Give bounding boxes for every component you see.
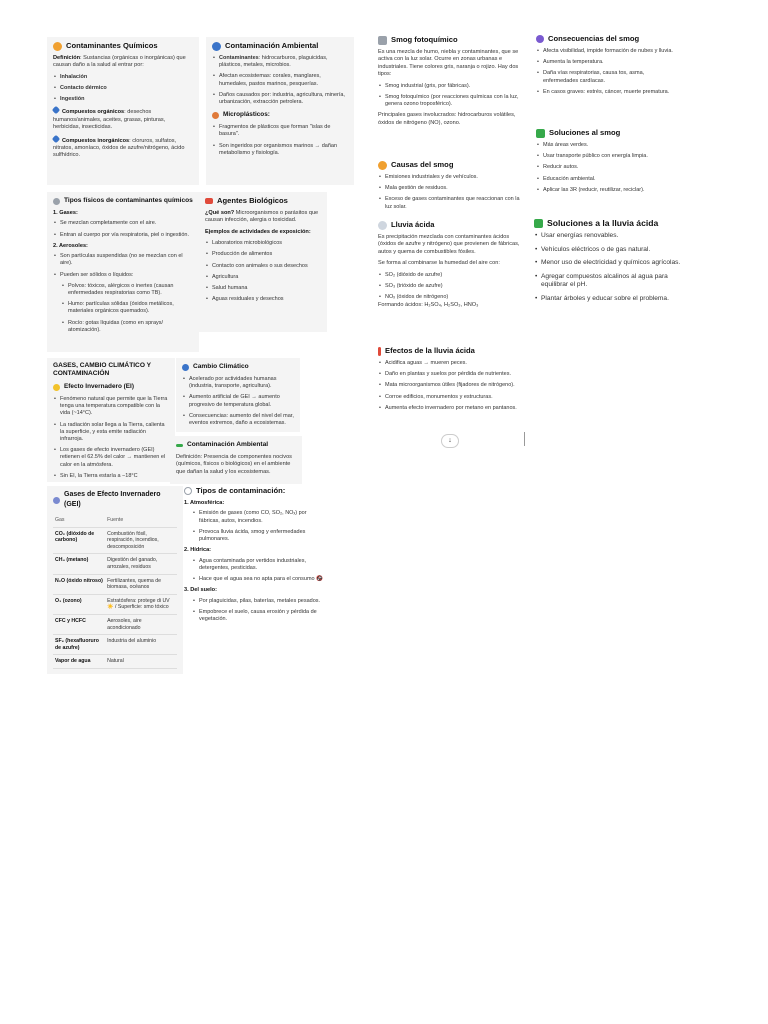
fis-aer-subitem: • Humo: partículas sólidas (óxidos metálicos, materiales orgánicos quemados). — [61, 301, 193, 315]
amb-item: • Afectan ecosistemas: corales, manglares, humedales, pastos marinos, pesquerías. — [212, 73, 348, 87]
fis-heading: Tipos físicos de contaminantes químicos — [53, 196, 193, 206]
clima-heading: Cambio Climático — [182, 362, 294, 372]
micro-item: • Fragmentos de plásticos que forman "islas de basura". — [212, 124, 348, 138]
section-photochemical-smog — [378, 35, 526, 145]
tipos-atm-item: • Provoca lluvia ácida, smog y enfermedades pulmonares. — [192, 529, 324, 543]
sol-smog-item: • Aplicar las 3R (reducir, reutilizar, reciclar). — [536, 187, 676, 194]
table-row — [53, 527, 177, 554]
gei-heading: Gases de Efecto Invernadero (GEI) — [53, 490, 177, 510]
tipos-hid-list — [184, 558, 324, 584]
efectos-heading: Efectos de la lluvia ácida — [378, 346, 526, 356]
orange-circle-icon — [53, 42, 62, 51]
scroll-down-button[interactable]: ↓ — [441, 434, 459, 448]
lluvia-forma: Se forma al combinarse la humedad del aire con: — [378, 260, 500, 267]
fis-aer-item: • Pueden ser sólidos o líquidos: — [53, 272, 193, 279]
sol-smog-item: • Más áreas verdes. — [536, 142, 676, 149]
bio-item: • Salud humana — [205, 285, 321, 292]
amb-item: • Daños causados por: industria, agricultura, minería, urbanización, extracción petrolera. — [212, 92, 348, 106]
cons-list — [536, 48, 676, 96]
check-icon — [536, 129, 545, 138]
section-pollution-types — [184, 486, 324, 662]
tipos-atm-label: 1. Atmosférica: — [184, 500, 225, 506]
bio-item: • Aguas residuales y desechos — [205, 296, 321, 303]
amb2-heading: Contaminación Ambiental — [176, 440, 296, 450]
efectos-item: • Aumenta efecto invernadero por metano en pantanos. — [378, 405, 526, 412]
causas-item: • Exceso de gases contaminantes que reaccionan con la luz solar. — [378, 196, 526, 210]
table-row — [53, 554, 177, 574]
chem-inorganic: Compuestos inorgánicos: cloruros, sulfatos, nitratos, amoníaco, óxidos de azufre/nitrógeno, ácido sulfhídrico. — [53, 136, 193, 160]
chem-way: • Ingestión — [53, 96, 193, 103]
sun-icon — [53, 384, 60, 391]
smog-intro: Es una mezcla de humo, niebla y contaminantes, que se activa con la luz solar. Ocurre en zonas urbanas e industriales. Tiene colores gris, naranja o rojizo. Hay dos tipos: — [378, 49, 519, 78]
section-acid-rain-solutions — [534, 218, 684, 324]
source-cell: Combustión fósil, respiración, incendios, descomposición — [105, 527, 177, 554]
sol-lluvia-item: • Vehículos eléctricos o de gas natural. — [534, 246, 684, 255]
lluvia-item: • SO₂ (dióxido de azufre) — [378, 272, 526, 279]
newspaper-icon — [378, 36, 387, 45]
efectos-item: • Mata microorganismos útiles (fijadores de nitrógeno). — [378, 382, 526, 389]
sol-smog-item: • Usar transporte público con energía limpia. — [536, 153, 676, 160]
tipos-suelo-label: 3. Del suelo: — [184, 587, 217, 594]
blue-diamond-icon — [52, 106, 60, 114]
tipos-hid-item: • Agua contaminada por vertidos industriales, detergentes, pesticidas. — [192, 558, 324, 572]
col-gas: Gas — [53, 514, 105, 527]
flask-icon — [53, 198, 60, 205]
section-acid-rain-effects — [378, 346, 526, 442]
smog-type: • Smog fotoquímico (por reacciones químicas con la luz, genera ozono troposférico). — [378, 94, 526, 108]
sol-lluvia-item: • Usar energías renovables. — [534, 232, 684, 241]
sol-smog-item: • Educación ambiental. — [536, 176, 676, 183]
smog-gases: Principales gases involucrados: hidrocarburos volátiles, óxidos de nitrógeno (NO), ozono. — [378, 112, 516, 126]
blue-diamond-icon — [52, 134, 60, 142]
table-row — [53, 594, 177, 614]
amb-heading: Contaminación Ambiental — [212, 41, 348, 51]
chem-way: • Contacto dérmico — [53, 85, 193, 92]
sol-lluvia-item: • Menor uso de electricidad y químicos agrícolas. — [534, 259, 684, 268]
table-header-row — [53, 514, 177, 527]
atom-icon — [53, 497, 60, 504]
efectos-item: • Daño en plantas y suelos por pérdida de nutrientes. — [378, 371, 526, 378]
fis-gas-item: • Se mezclan completamente con el aire. — [53, 220, 193, 227]
bio-item: • Producción de alimentos — [205, 251, 321, 258]
microscope-icon — [212, 112, 219, 119]
sol-lluvia-heading: Soluciones a la lluvia ácida — [534, 218, 684, 228]
tipos-atm-list — [184, 510, 324, 543]
chem-way: • Inhalación — [53, 74, 193, 81]
bio-list — [205, 240, 321, 303]
chem-definition: Definición: Sustancias (orgánicas o inorgánicas) que causan daño a la salud al entrar por: — [53, 55, 186, 69]
cons-item: • En casos graves: estrés, cáncer, muerte prematura. — [536, 89, 676, 96]
ei-item: • Los gases de efecto invernadero (GEI) retienen el 62.5% del calor → mantienen el calor en la atmósfera. — [53, 447, 169, 469]
source-cell: Industria del aluminio — [105, 635, 177, 655]
fis-gas-item: • Entran al cuerpo por vía respiratoria, piel o ingestión. — [53, 232, 193, 239]
card-ghg-table — [47, 486, 183, 674]
ei-item: • Fenómeno natural que permite que la Tierra tenga una temperatura compatible con la vida (~14°C). — [53, 396, 169, 418]
chem-ways — [53, 74, 193, 104]
card-chemical-contaminants — [47, 37, 199, 185]
fis-aer-subitem: • Rocío: gotas líquidas (como en sprays/ atomización). — [61, 320, 193, 334]
brush-icon — [176, 444, 183, 447]
amb-list — [212, 55, 348, 106]
tipos-hid-label: 2. Hídrica: — [184, 547, 212, 554]
causas-heading: Causas del smog — [378, 160, 526, 170]
clima-list — [182, 376, 294, 427]
bio-item: • Agricultura — [205, 274, 321, 281]
ei-list — [53, 396, 169, 480]
causas-item: • Mala gestión de residuos. — [378, 185, 526, 192]
fire-icon — [378, 161, 387, 170]
causas-item: • Emisiones industriales y de vehículos. — [378, 174, 526, 181]
smog-types — [378, 83, 526, 109]
lluvia-heading: Lluvia ácida — [378, 220, 526, 230]
source-cell: Estratósfera: protege di UV ☀️ / Superficie: smo tóxico — [105, 594, 177, 614]
section-acid-rain — [378, 220, 526, 332]
gas-cell: CFC y HCFC — [53, 614, 105, 634]
cons-item: • Afecta visibilidad, impide formación de nubes y lluvia. — [536, 48, 676, 55]
table-row — [53, 655, 177, 669]
table-row — [53, 574, 177, 594]
globe-icon — [212, 42, 221, 51]
gases-title: GASES, CAMBIO CLIMÁTICO Y CONTAMINACIÓN — [53, 362, 151, 377]
bio-question: ¿Qué son? Microorganismos o parásitos que causan infección, alergia o toxicidad. — [205, 210, 319, 224]
sol-smog-heading: Soluciones al smog — [536, 128, 676, 138]
link-icon — [536, 35, 544, 43]
ei-heading: Efecto Invernadero (EI) — [53, 382, 169, 392]
source-cell: Digestión del ganado, arrozales, residuos — [105, 554, 177, 574]
sol-lluvia-item: • Plantar árboles y educar sobre el problema. — [534, 295, 684, 304]
smog-type: • Smog industrial (gris, por fábricas). — [378, 83, 526, 90]
lluvia-item: • SO₃ (trióxido de azufre) — [378, 283, 526, 290]
amb2-definition: Definición: Presencia de componentes nocivos (químicos, físicos o biológicos) en el ambiente que dañan la salud y los ecosistemas. — [176, 454, 292, 475]
fis-aer-item: • Son partículas suspendidas (no se mezclan con el aire). — [53, 253, 193, 267]
clima-item: • Consecuencias: aumento del nivel del mar, eventos extremos, daño a ecosistemas. — [182, 413, 294, 427]
card-greenhouse-effect — [47, 358, 175, 482]
causas-list — [378, 174, 526, 211]
lluvia-intro: Es precipitación mezclada con contaminantes ácidos (óxidos de azufre y nitrógeno) que provienen de fábricas, autos y quema de combustibles fósiles. — [378, 234, 520, 255]
col-source: Fuente — [105, 514, 177, 527]
tipos-suelo-item: • Empobrece el suelo, causa erosión y pérdida de vegetación. — [192, 609, 324, 623]
bio-examples-label: Ejemplos de actividades de exposición: — [205, 228, 311, 235]
gas-cell: CH₄ (metano) — [53, 554, 105, 574]
section-smog-solutions — [536, 128, 676, 208]
table-row — [53, 614, 177, 634]
fis-gas-list — [53, 220, 193, 238]
globe-icon — [182, 364, 189, 371]
gas-cell: Vapor de agua — [53, 655, 105, 669]
lluvia-acids: Formando ácidos: H₂SO₄, H₂SO₃, HNO₃ — [378, 302, 479, 309]
fis-aer-label: 2. Aerosoles: — [53, 242, 88, 249]
efectos-item: • Corroe edificios, monumentos y estructuras. — [378, 394, 526, 401]
cons-item: • Aumenta la temperatura. — [536, 59, 676, 66]
gas-cell: CO₂ (dióxido de carbono) — [53, 527, 105, 554]
biohazard-icon — [205, 198, 213, 204]
chem-organic: Compuestos orgánicos: desechos humanos/animales, aceites, grasas, pinturas, herbicidas, insecticidas. — [53, 107, 193, 131]
gei-table — [53, 514, 177, 669]
card-environmental-pollution — [206, 37, 354, 185]
bio-item: • Contacto con animales o sus desechos — [205, 263, 321, 270]
fis-aer-subitem: • Polvos: tóxicos, alérgicos o inertes (causan enfermedades respiratorias como TB). — [61, 283, 193, 297]
lluvia-list — [378, 272, 526, 302]
ei-item: • La radiación solar llega a la Tierra, calienta la superficie, y esta emite radiación infrarroja. — [53, 422, 169, 444]
bio-item: • Laboratorios microbiológicos — [205, 240, 321, 247]
sol-lluvia-item: • Agregar compuestos alcalinos al agua para equilibrar el pH. — [534, 273, 684, 290]
card-physical-types — [47, 192, 199, 352]
amb-item: • Contaminantes: hidrocarburos, plaguicidas, plásticos, metales, microbios. — [212, 55, 348, 69]
tipos-suelo-list — [184, 598, 324, 624]
cons-item: • Daña vías respiratorias, causa tos, asma, enfermedades cardíacas. — [536, 70, 676, 84]
card-environmental-definition — [170, 436, 302, 484]
bio-heading: Agentes Biológicos — [205, 196, 321, 206]
micro-list — [212, 124, 348, 157]
gas-cell: N₂O (óxido nitroso) — [53, 574, 105, 594]
gas-cell: SF₆ (hexafluoruro de azufre) — [53, 635, 105, 655]
table-row — [53, 635, 177, 655]
fis-aer-list — [53, 253, 193, 334]
efectos-list — [378, 360, 526, 412]
sol-smog-list — [536, 142, 676, 194]
lluvia-item: • NOₓ (óxidos de nitrógeno) — [378, 294, 526, 301]
source-cell: Aerosoles, aire acondicionado — [105, 614, 177, 634]
clima-item: • Aumento artificial de GEI → aumento progresivo de temperatura global. — [182, 394, 294, 408]
tipos-suelo-item: • Por plaguicidas, pilas, baterías, metales pesados. — [192, 598, 324, 605]
section-smog-consequences — [536, 34, 676, 124]
sol-lluvia-list — [534, 232, 684, 304]
ei-item: • Sin EI, la Tierra estaría a −18°C — [53, 473, 169, 480]
micro-item: • Son ingeridos por organismos marinos → dañan metabolismo y fisiología. — [212, 143, 348, 157]
text-cursor — [524, 432, 525, 446]
sol-smog-item: • Reducir autos. — [536, 164, 676, 171]
gas-cell: O₃ (ozono) — [53, 594, 105, 614]
tipos-atm-item: • Emisión de gases (como CO, SO₂, NOₓ) por fábricas, autos, incendios. — [192, 510, 324, 524]
section-smog-causes — [378, 160, 526, 216]
source-cell: Natural — [105, 655, 177, 669]
card-climate-change — [176, 358, 300, 432]
card-biological-agents — [199, 192, 327, 332]
exclamation-icon — [378, 347, 381, 356]
cons-heading: Consecuencias del smog — [536, 34, 676, 44]
tipos-heading: Tipos de contaminación: — [184, 486, 324, 496]
check-icon — [534, 219, 543, 228]
fis-gas-label: 1. Gases: — [53, 210, 78, 216]
prohibited-icon — [184, 487, 192, 495]
micro-heading: Microplásticos: — [212, 110, 348, 120]
tipos-hid-item: • Hace que el agua sea no apta para el consumo 🚱 — [192, 576, 324, 583]
chem-heading: Contaminantes Químicos — [53, 41, 193, 51]
clima-item: • Acelerado por actividades humanas (industria, transporte, agricultura). — [182, 376, 294, 390]
smog-heading: Smog fotoquímico — [378, 35, 526, 45]
source-cell: Fertilizantes, quema de biomasa, océanos — [105, 574, 177, 594]
rain-cloud-icon — [378, 221, 387, 230]
efectos-item: • Acidifica aguas → mueren peces. — [378, 360, 526, 367]
